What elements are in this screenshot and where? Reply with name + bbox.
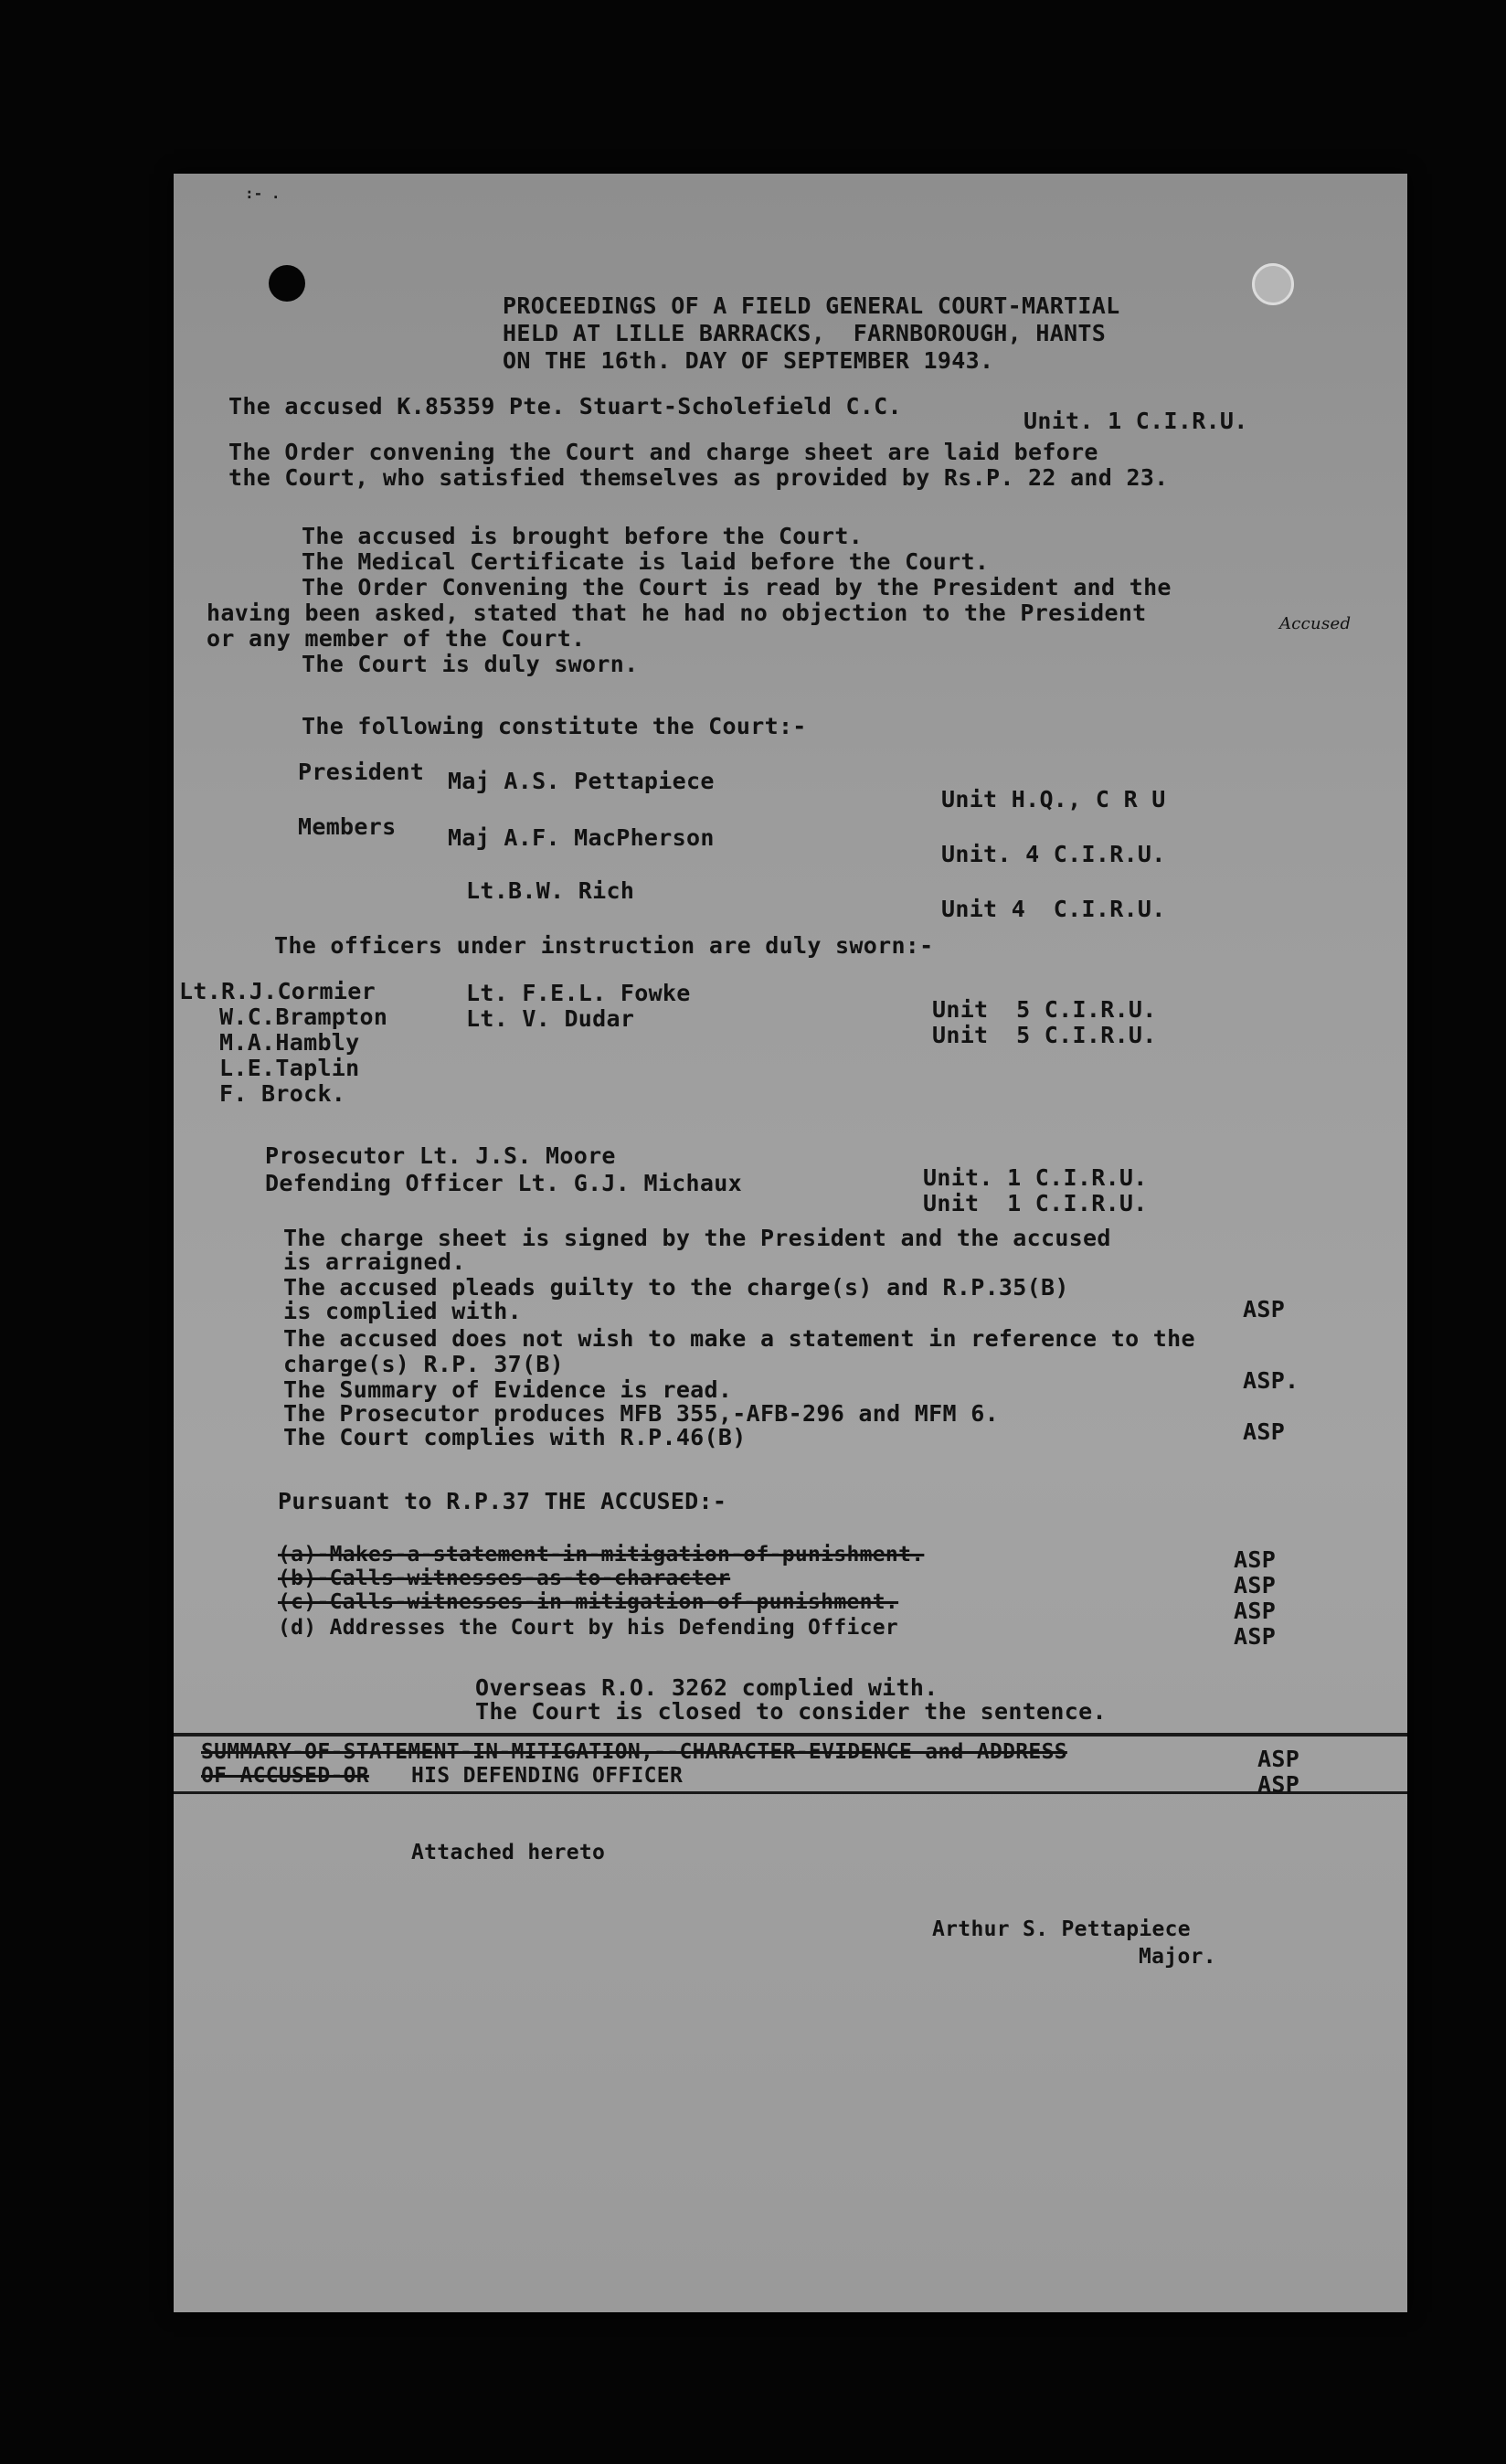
proc-line: The Order Convening the Court is read by the President and the: [302, 574, 1172, 600]
president-name: Maj A.S. Pettapiece: [448, 768, 715, 794]
initials: ASP: [1234, 1546, 1277, 1573]
margin-mark: :- .: [245, 185, 281, 202]
divider-line: [174, 1791, 1407, 1794]
proc-line: having been asked, stated that he had no objection to the President: [207, 600, 1147, 626]
instruction-officer: Lt. F.E.L. Fowke: [466, 980, 691, 1006]
proc-annotation: Accused: [1279, 614, 1352, 633]
option-line: (d) Addresses the Court by his Defending Officer: [278, 1616, 899, 1640]
summary-line: HIS DEFENDING OFFICER: [411, 1764, 684, 1788]
president-unit: Unit H.Q., C R U: [941, 786, 1166, 812]
order-para-line-1: The Order convening the Court and charge sheet are laid before: [228, 439, 1098, 465]
option-line: (a)-Makes-a-statement-in-mitigation-of-punishment.: [278, 1543, 925, 1567]
proc-line: or any member of the Court.: [207, 625, 586, 652]
member-unit: Unit. 4 C.I.R.U.: [941, 841, 1166, 867]
punch-hole-icon: [269, 265, 305, 302]
instruction-officer: L.E.Taplin: [219, 1055, 360, 1081]
initials: ASP: [1243, 1418, 1286, 1445]
header-line-1: PROCEEDINGS OF A FIELD GENERAL COURT-MARTIAL: [503, 292, 1120, 319]
divider-line: [174, 1733, 1407, 1736]
procedure-line: The accused pleads guilty to the charge(s) and R.P.35(B): [283, 1274, 1069, 1301]
initials: ASP.: [1243, 1367, 1299, 1394]
initials: ASP: [1234, 1598, 1277, 1624]
procedure-line: charge(s) R.P. 37(B): [283, 1351, 565, 1377]
proc-line: The accused is brought before the Court.: [302, 523, 864, 549]
prosecutor-unit: Unit. 1 C.I.R.U.: [923, 1164, 1148, 1191]
attached-line: Attached hereto: [411, 1841, 606, 1864]
initials: ASP: [1257, 1746, 1300, 1772]
member-name: Maj A.F. MacPherson: [448, 824, 715, 851]
defending-unit: Unit 1 C.I.R.U.: [923, 1190, 1148, 1216]
option-line: (c)-Calls-witnesses-in-mitigation-of-punishment.: [278, 1590, 899, 1614]
members-label: Members: [298, 813, 397, 840]
accused-unit: Unit. 1 C.I.R.U.: [1023, 408, 1248, 434]
member-unit: Unit 4 C.I.R.U.: [941, 896, 1166, 922]
signature-rank: Major.: [1139, 1945, 1216, 1969]
header-line-3: ON THE 16th. DAY OF SEPTEMBER 1943.: [503, 347, 994, 374]
procedure-line: The Court complies with R.P.46(B): [283, 1424, 747, 1450]
option-line: (b)-Calls-witnesses-as-to-character: [278, 1567, 731, 1590]
initials: ASP: [1243, 1296, 1286, 1322]
initials: ASP: [1234, 1572, 1277, 1598]
procedure-line: The charge sheet is signed by the President and the accused: [283, 1225, 1111, 1251]
constitute-heading: The following constitute the Court:-: [302, 713, 807, 739]
member-name: Lt.B.W. Rich: [466, 877, 635, 904]
court-closed-line: The Court is closed to consider the sentence.: [475, 1698, 1107, 1725]
signature-name: Arthur S. Pettapiece: [932, 1917, 1191, 1941]
initials: ASP: [1234, 1623, 1277, 1650]
punch-hole-icon: [1252, 263, 1294, 305]
president-label: President: [298, 759, 425, 785]
procedure-line: is arraigned.: [283, 1248, 466, 1275]
instruction-unit: Unit 5 C.I.R.U.: [932, 996, 1157, 1023]
order-para-line-2: the Court, who satisfied themselves as provided by Rs.P. 22 and 23.: [228, 464, 1169, 491]
initials: ASP: [1257, 1771, 1300, 1798]
procedure-line: The Prosecutor produces MFB 355,-AFB-296 and MFM 6.: [283, 1400, 999, 1427]
pursuant-line: Pursuant to R.P.37 THE ACCUSED:-: [278, 1488, 727, 1514]
instruction-officer: M.A.Hambly: [219, 1029, 360, 1056]
procedure-line: The accused does not wish to make a statement in reference to the: [283, 1325, 1195, 1352]
overseas-line: Overseas R.O. 3262 complied with.: [475, 1674, 939, 1701]
instruction-officer: W.C.Brampton: [219, 1004, 388, 1030]
document-sheet: [174, 174, 1407, 2312]
instruction-heading: The officers under instruction are duly sworn:-: [274, 932, 934, 959]
prosecutor-line: Prosecutor Lt. J.S. Moore: [265, 1142, 616, 1169]
header-line-2: HELD AT LILLE BARRACKS, FARNBOROUGH, HANTS: [503, 320, 1107, 346]
instruction-officer: Lt.R.J.Cormier: [179, 978, 376, 1004]
proc-line: The Court is duly sworn.: [302, 651, 639, 677]
procedure-line: is complied with.: [283, 1298, 522, 1324]
accused-line: The accused K.85359 Pte. Stuart-Scholefield C.C.: [228, 393, 902, 420]
summary-line: SUMMARY-OF-STATEMENT-IN-MITIGATION,--CHARACTER-EVIDENCE and ADDRESS: [201, 1740, 1067, 1764]
proc-line: The Medical Certificate is laid before the Court.: [302, 548, 990, 575]
instruction-officer: F. Brock.: [219, 1080, 346, 1107]
instruction-unit: Unit 5 C.I.R.U.: [932, 1022, 1157, 1048]
summary-line: OF ACCUSED-OR: [201, 1764, 369, 1788]
procedure-line: The Summary of Evidence is read.: [283, 1376, 733, 1403]
defending-line: Defending Officer Lt. G.J. Michaux: [265, 1170, 742, 1196]
instruction-officer: Lt. V. Dudar: [466, 1005, 635, 1032]
